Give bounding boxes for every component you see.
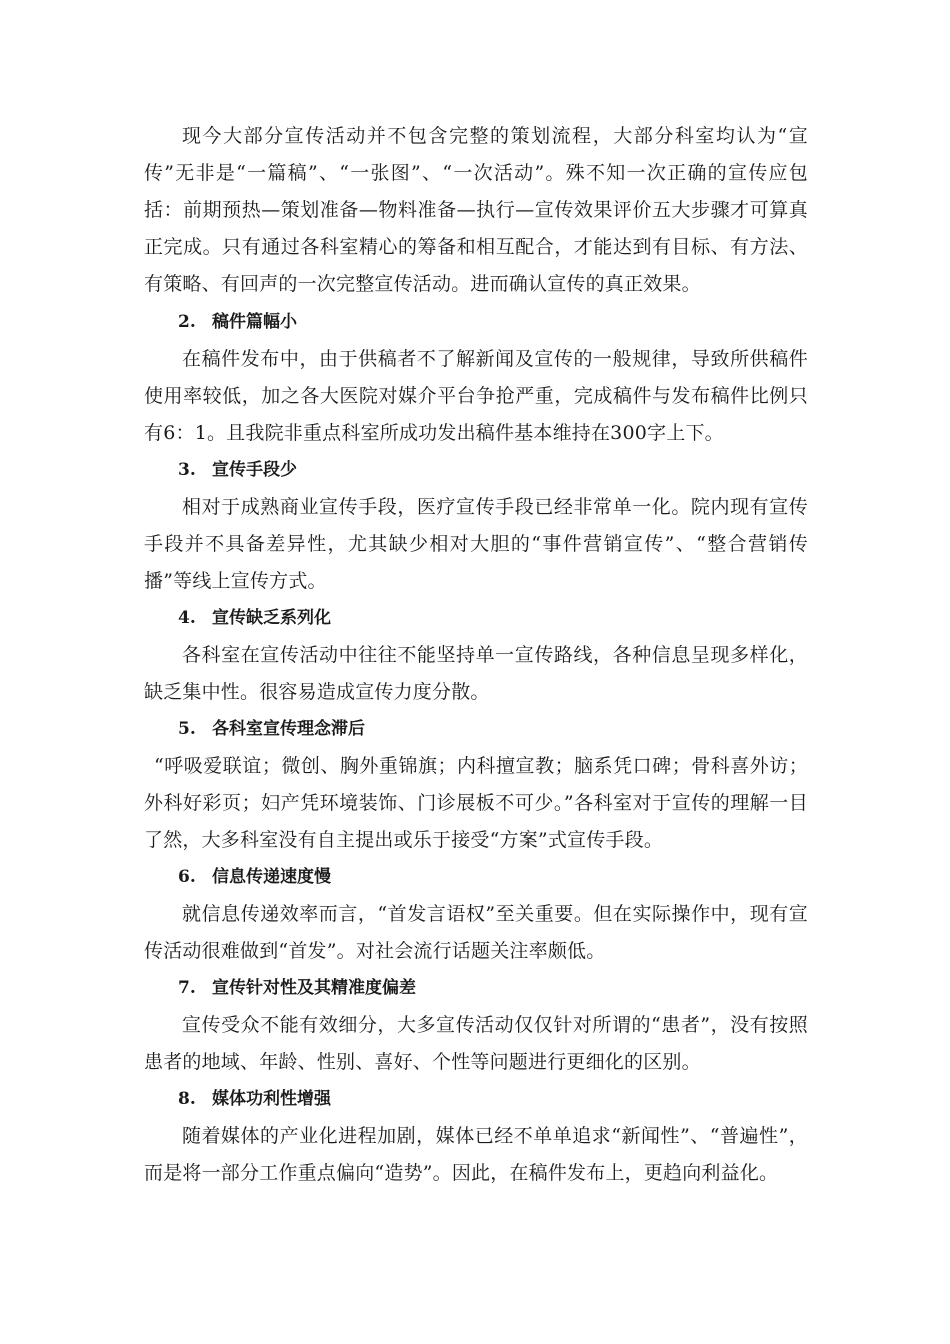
section-number: 7.	[178, 978, 196, 998]
section-number: 3.	[178, 460, 196, 480]
section-heading-6	[144, 859, 808, 896]
document-body	[144, 118, 808, 1192]
section-title: 各科室宣传理念滞后	[212, 719, 365, 739]
section-body-5: “呼吸爱联谊；微创、胸外重锦旗；内科擅宣教；脑系凭口碑；骨科喜外访；外科好彩页；妇产凭环境装饰、门诊展板不可少。”各科室对于宣传的理解一目了然，大多科室没有自主提出或乐于接受“方案”式宣传手段。	[144, 755, 808, 851]
section-heading-4	[144, 600, 808, 637]
section-body-3: 相对于成熟商业宣传手段，医疗宣传手段已经非常单一化。院内现有宣传手段并不具备差异性，尤其缺少相对大胆的“事件营销宣传”、“整合营销传播”等线上宣传方式。	[144, 496, 808, 592]
section-number: 6.	[178, 867, 196, 887]
section-heading-5	[144, 711, 808, 748]
section-title: 宣传针对性及其精准度偏差	[212, 978, 416, 998]
section-heading-7	[144, 970, 808, 1007]
section-number: 5.	[178, 719, 196, 739]
section-body-7: 宣传受众不能有效细分，大多宣传活动仅仅针对所谓的“患者”，没有按照患者的地域、年龄、性别、喜好、个性等问题进行更细化的区别。	[144, 1014, 808, 1073]
section-body-8: 随着媒体的产业化进程加剧，媒体已经不单单追求“新闻性”、“普遍性”，而是将一部分工作重点偏向“造势”。因此，在稿件发布上，更趋向利益化。	[144, 1125, 808, 1184]
section-body-6: 就信息传递效率而言，“首发言语权”至关重要。但在实际操作中，现有宣传活动很难做到“首发”。对社会流行话题关注率颇低。	[144, 903, 808, 962]
section-title: 宣传手段少	[212, 460, 297, 480]
section-body-4: 各科室在宣传活动中往往不能坚持单一宣传路线，各种信息呈现多样化，缺乏集中性。很容易造成宣传力度分散。	[144, 644, 808, 703]
section-title: 信息传递速度慢	[212, 867, 331, 887]
section-number: 2.	[178, 312, 196, 332]
section-title: 稿件篇幅小	[212, 312, 297, 332]
section-heading-8	[144, 1081, 808, 1118]
intro-paragraph: 现今大部分宣传活动并不包含完整的策划流程，大部分科室均认为“宣传”无非是“一篇稿”、“一张图”、“一次活动”。殊不知一次正确的宣传应包括：前期预热—策划准备—物料准备—执行—宣传效果评价五大步骤才可算真正完成。只有通过各科室精心的筹备和相互配合，才能达到有目标、有方法、有策略、有回声的一次完整宣传活动。进而确认宣传的真正效果。	[144, 125, 808, 295]
section-number: 4.	[178, 608, 196, 628]
section-number: 8.	[178, 1089, 196, 1109]
section-body-2: 在稿件发布中，由于供稿者不了解新闻及宣传的一般规律，导致所供稿件使用率较低，加之各大医院对媒介平台争抢严重，完成稿件与发布稿件比例只有6：1。且我院非重点科室所成功发出稿件基本维持在300字上下。	[144, 348, 808, 444]
section-title: 媒体功利性增强	[212, 1089, 331, 1109]
section-heading-2	[144, 304, 808, 341]
section-heading-3	[144, 452, 808, 489]
section-title: 宣传缺乏系列化	[212, 608, 331, 628]
